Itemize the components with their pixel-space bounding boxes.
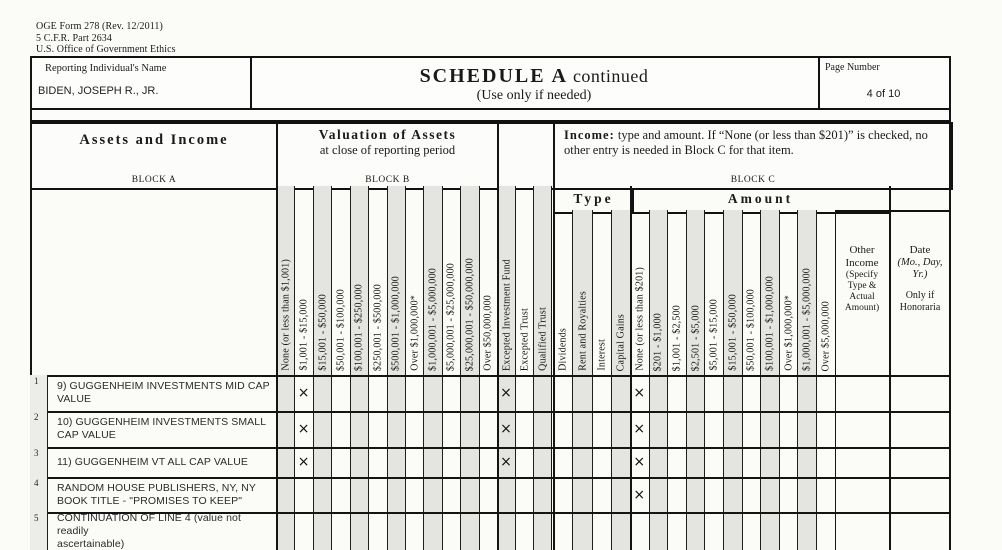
x-mark-income_amount: × bbox=[633, 486, 646, 503]
column-income_amount-10 bbox=[816, 210, 835, 550]
row-number: 2 bbox=[34, 412, 39, 422]
column-income_amount-4 bbox=[704, 210, 723, 550]
column-valuation-3 bbox=[331, 186, 349, 550]
column-label: Interest bbox=[596, 339, 608, 371]
row-number: 3 bbox=[34, 448, 39, 458]
column-income_amount-7 bbox=[760, 210, 779, 550]
column-income_amount-3 bbox=[686, 210, 705, 550]
column-label: $100,001 - $250,000 bbox=[353, 283, 365, 371]
x-mark-valuation: × bbox=[297, 421, 310, 437]
column-trusts-2 bbox=[533, 186, 551, 550]
date-format: Yr.) bbox=[912, 269, 928, 280]
column-valuation-10 bbox=[460, 186, 478, 550]
column-income_amount-1 bbox=[649, 210, 668, 550]
schedule-title-note: (Use only if needed) bbox=[476, 88, 592, 103]
other-income-column-header bbox=[835, 210, 889, 377]
column-label: $1,000,001 - $5,000,000 bbox=[801, 268, 813, 371]
other-income-line: Other bbox=[849, 244, 875, 256]
block-c-intro-bold: Income: bbox=[564, 128, 615, 142]
section-border bbox=[949, 56, 951, 550]
column-label: Over $1,000,000* bbox=[783, 295, 795, 371]
asset-description-line: VALUE bbox=[57, 393, 92, 405]
asset-description-line: CAP VALUE bbox=[57, 429, 116, 441]
column-label: Capital Gains bbox=[615, 313, 627, 371]
block-c-label: BLOCK C bbox=[730, 175, 776, 185]
column-label: $50,001 - $100,000 bbox=[335, 289, 347, 371]
asset-description bbox=[49, 477, 271, 512]
column-label: $15,001 - $50,000 bbox=[317, 294, 329, 371]
column-valuation-4 bbox=[350, 186, 368, 550]
column-income_type-0 bbox=[553, 210, 572, 550]
row-number-cell bbox=[30, 375, 48, 411]
row-number: 1 bbox=[34, 376, 39, 386]
column-label: $201 - $1,000 bbox=[652, 312, 664, 371]
column-label: Excepted Investment Fund bbox=[501, 259, 512, 371]
date-column-header bbox=[889, 210, 951, 377]
column-valuation-0 bbox=[276, 186, 294, 550]
amount-label: Amount bbox=[727, 191, 794, 206]
row-number: 4 bbox=[34, 478, 39, 488]
block-c-intro-text: type and amount. If “None (or less than $201)” is checked, no other entry is needed in Block C for that item. bbox=[564, 128, 928, 157]
other-income-line: Income bbox=[845, 257, 879, 269]
section-border bbox=[835, 210, 836, 550]
asset-description bbox=[49, 512, 271, 550]
other-income-line: Type & bbox=[847, 281, 877, 291]
block-c-intro bbox=[564, 128, 936, 157]
x-mark-trusts: × bbox=[500, 421, 512, 437]
section-border bbox=[889, 186, 891, 550]
row-number: 5 bbox=[34, 513, 39, 523]
type-label: Type bbox=[573, 191, 614, 206]
column-trusts-0 bbox=[497, 186, 515, 550]
column-label: Over $1,000,000* bbox=[409, 295, 421, 371]
block-a-label: BLOCK A bbox=[131, 175, 177, 185]
column-label: $5,000,001 - $25,000,000 bbox=[445, 262, 457, 371]
column-label: $1,001 - $15,000 bbox=[298, 299, 310, 371]
column-income_amount-6 bbox=[742, 210, 761, 550]
column-valuation-11 bbox=[479, 186, 497, 550]
reporting-name-label: Reporting Individual's Name bbox=[45, 63, 167, 74]
column-label: None (or less than $201) bbox=[634, 267, 646, 371]
column-label: Dividends bbox=[557, 328, 569, 371]
column-label: $50,001 - $100,000 bbox=[745, 289, 757, 371]
column-valuation-6 bbox=[387, 186, 405, 550]
asset-description-line: ascertainable) bbox=[57, 538, 125, 550]
schedule-title-main: SCHEDULE A bbox=[419, 65, 568, 87]
column-label: None (or less than $1,001) bbox=[280, 259, 292, 371]
row-number-cell bbox=[30, 512, 48, 550]
column-income_type-1 bbox=[572, 210, 591, 550]
column-income_amount-2 bbox=[667, 210, 686, 550]
column-valuation-5 bbox=[368, 186, 386, 550]
form-number: OGE Form 278 (Rev. 12/2011) bbox=[36, 21, 163, 32]
section-border bbox=[276, 122, 278, 550]
column-label: $1,000,001 - $5,000,000 bbox=[427, 268, 439, 371]
section-border bbox=[497, 122, 499, 550]
column-valuation-7 bbox=[405, 186, 423, 550]
spacer-row bbox=[30, 108, 951, 122]
x-mark-income_amount: × bbox=[633, 454, 646, 470]
asset-description-line: BOOK TITLE - "PROMISES TO KEEP" bbox=[57, 494, 243, 507]
reporting-name-value: BIDEN, JOSEPH R., JR. bbox=[38, 85, 159, 97]
form-identification bbox=[36, 21, 176, 56]
section-block-a bbox=[30, 122, 278, 190]
column-label: Qualified Trust bbox=[537, 307, 548, 371]
column-income_amount-9 bbox=[797, 210, 816, 550]
x-mark-income_amount: × bbox=[633, 421, 646, 437]
column-label: $5,001 - $15,000 bbox=[708, 299, 720, 371]
column-label: Over $50,000,000 bbox=[482, 295, 494, 371]
x-mark-trusts: × bbox=[500, 385, 512, 401]
section-border bbox=[630, 186, 632, 550]
asset-description-line: CONTINUATION OF LINE 4 (value not readily bbox=[57, 512, 241, 537]
group-right-border bbox=[551, 186, 552, 550]
x-mark-trusts: × bbox=[500, 454, 512, 470]
asset-description-line: 10) GUGGENHEIM INVESTMENTS SMALL bbox=[57, 416, 267, 428]
page-number-label: Page Number bbox=[825, 62, 880, 73]
column-income_amount-8 bbox=[779, 210, 798, 550]
other-income-line: (Specify bbox=[845, 270, 879, 280]
date-format: (Mo., Day, bbox=[897, 257, 943, 268]
column-label: $250,001 - $500,000 bbox=[372, 283, 384, 371]
column-label: Excepted Trust bbox=[519, 307, 530, 371]
row-number-cell bbox=[30, 411, 48, 447]
column-label: $500,001 - $1,000,000 bbox=[390, 275, 402, 371]
asset-description-line: RANDOM HOUSE PUBLISHERS, NY, NY bbox=[57, 481, 256, 494]
column-valuation-2 bbox=[313, 186, 331, 550]
section-block-c bbox=[553, 122, 953, 190]
column-label: $15,001 - $50,000 bbox=[727, 294, 739, 371]
column-valuation-1 bbox=[294, 186, 312, 550]
section-border bbox=[553, 122, 555, 550]
date-note: Honoraria bbox=[899, 302, 941, 313]
block-b-title: Valuation of Assets bbox=[318, 127, 457, 142]
asset-description bbox=[49, 375, 271, 411]
asset-description-line: 9) GUGGENHEIM INVESTMENTS MID CAP bbox=[57, 380, 270, 392]
column-trusts-1 bbox=[515, 186, 533, 550]
column-label: $100,001 - $1,000,000 bbox=[764, 275, 776, 371]
column-label: $2,501 - $5,000 bbox=[690, 304, 702, 371]
column-label: $25,000,001 - $50,000,000 bbox=[464, 257, 476, 371]
column-income_amount-5 bbox=[723, 210, 742, 550]
row-number-cell bbox=[30, 477, 48, 512]
block-b-label: BLOCK B bbox=[365, 175, 410, 185]
asset-description bbox=[49, 411, 271, 447]
column-label: Over $5,000,000 bbox=[820, 300, 832, 371]
form-header bbox=[30, 56, 951, 110]
schedule-title-suffix: continued bbox=[567, 66, 649, 86]
page-number-value: 4 of 10 bbox=[866, 88, 901, 100]
date-title: Date bbox=[909, 244, 931, 256]
header-divider bbox=[818, 58, 820, 108]
section-trust-gap bbox=[497, 122, 555, 190]
date-note: Only if bbox=[905, 290, 935, 301]
section-block-b bbox=[276, 122, 499, 190]
asset-description bbox=[49, 447, 271, 477]
column-valuation-8 bbox=[423, 186, 441, 550]
x-mark-valuation: × bbox=[297, 454, 310, 470]
row-number-cell bbox=[30, 447, 48, 477]
column-valuation-9 bbox=[442, 186, 460, 550]
column-label: $1,001 - $2,500 bbox=[671, 304, 683, 371]
other-income-line: Actual bbox=[849, 292, 875, 302]
column-income_type-3 bbox=[611, 210, 630, 550]
other-income-line: Amount) bbox=[844, 303, 880, 313]
asset-description-line: 11) GUGGENHEIM VT ALL CAP VALUE bbox=[57, 455, 248, 468]
column-income_type-2 bbox=[592, 210, 611, 550]
column-label: Rent and Royalties bbox=[577, 291, 589, 371]
x-mark-income_amount: × bbox=[633, 385, 646, 401]
x-mark-valuation: × bbox=[297, 385, 310, 401]
form-agency: U.S. Office of Government Ethics bbox=[36, 44, 176, 55]
form-cfr: 5 C.F.R. Part 2634 bbox=[36, 32, 113, 44]
schedule-title bbox=[250, 65, 818, 104]
block-b-subtitle: at close of reporting period bbox=[319, 143, 456, 157]
block-a-title: Assets and Income bbox=[79, 132, 229, 148]
